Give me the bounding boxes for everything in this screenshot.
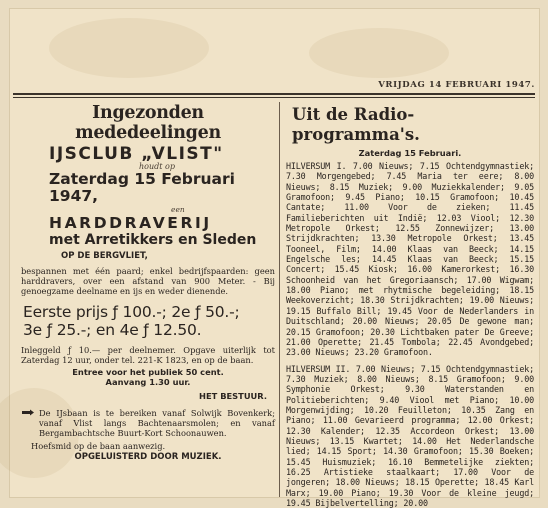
advert-column [21, 103, 275, 462]
directions-text: De IJsbaan is te bereiken vanaf Solwijk Bovenkerk; vanaf Vlist langs Bachtenaarsmolen; en vanaf Bergambachtsche Buurt-Kort Schoonauwen. [39, 408, 275, 439]
start-time-text: Aanvang 1.30 uur. [105, 377, 191, 388]
directions [21, 408, 275, 439]
holds-text: houdt op [139, 162, 175, 171]
radio-heading: Uit de Radio-programma's. [292, 105, 420, 144]
event-conditions: bespannen met één paard; enkel bedrijfspaarden: geen harddravers, over een afstand van 900 Meter. - Bij genoegzame deelname en ijs en weder dienende. [21, 266, 275, 297]
station-hilversum-2: HILVERSUM II. 7.00 Nieuws; 7.15 Ochtendgymnastiek; 7.30 Muziek; 8.00 Nieuws; 8.15 Gramofoon; 9.00 Symphonie Orkest; 9.30 Waterstanden en Politieberichten; 9.40 Viool met Piano; 10.00 Morgenwijding; 10.20 Feuilleton; 10.35 Zang en Piano; 11.00 Gevarieerd programma; 12.00 Orkest; 12.30 Kalender; 12.35 Accordeon Orkest; 13.00 Nieuws; 13.15 Kwartet; 14.00 Het Nederlandsche lied; 14.15 Sport; 14.30 Gramofoon; 15.30 Boeken; 15.45 Huismuziek; 16.10 Bemmetelijke ziekten; 16.25 Artistieke staalkaart; 17.00 Voor de jongeren; 18.00 Nieuws; 18.15 Operette; 18.45 Karl Marx; 19.00 Piano; 19.30 Voor de kleine jeugd; 19.45 Bijbelvertelling; 20.00 [286, 363, 534, 508]
event-location: OP DE BERGVLIET, [61, 251, 148, 261]
event-title: HARDDRAVERIJ [49, 214, 212, 232]
admission-text: Entree voor het publiek 50 cent. [72, 367, 224, 378]
prize-line-1: Eerste prijs ƒ 100.-; 2e ƒ 50.-; [23, 302, 240, 321]
pointing-hand-icon [21, 408, 35, 417]
event-subtitle: met Arretikkers en Sleden [49, 232, 257, 248]
entry-fee-text: Inleggeld ƒ 10.— per deelnemer. Opgave uiterlijk tot Zaterdag 12 uur, onder tel. 221-K 1823, en op de baan. [21, 344, 275, 365]
station-hilversum-1: HILVERSUM I. 7.00 Nieuws; 7.15 Ochtendgymnastiek; 7.30 Morgengebed; 7.45 Maria ter eere; 8.00 Nieuws; 8.15 Muziek; 9.00 Muziekkalender; 9.05 Gramofoon; 9.45 Piano; 10.15 Gramofoon; 10.45 Cantate; 11.00 Voor de zieken; 11.45 Familieberichten uit Indië; 12.03 Viool; 12.30 Metropole Orkest; 12.55 Zonnewijzer; 13.00 Strijdkrachten; 13.30 Metropole Orkest; 13.45 Tooneel, Film; 14.00 Klaas van Beeck; 14.15 Engelsche les; 14.45 Klaas van Beeck; 15.15 Concert; 15.45 Kiosk; 16.00 Kamerorkest; 16.30 Schoonheid van het Gregoriaansch; 17.00 Wigwam; 18.00 Piano; met rhytmische begeleiding; 18.15 Weekoverzicht; 18.30 Strijdkrachten; 19.00 Nieuws; 19.15 Buffalo Bill; 19.45 Voor de Nederlanders in Duitschland; 20.00 Nieuws; 20.05 De gewone man; 20.15 Gramofoon; 20.30 Lichtbaken pater De Greeve; 21.00 Operette; 21.45 Tombola; 22.45 Avondgebed; 23.00 Nieuws; 23.20 Gramofoon. [286, 161, 534, 358]
column-divider [279, 102, 280, 497]
signature: HET BESTUUR. [199, 391, 267, 402]
radio-column [286, 103, 534, 508]
advert-heading: Ingezonden mededeelingen [75, 103, 221, 143]
radio-date: Zaterdag 15 Februari. [358, 148, 462, 158]
club-name: IJSCLUB „VLIST" [49, 144, 224, 164]
newspaper-clipping [9, 8, 540, 508]
header-rule-thin [13, 97, 535, 98]
prize-line-2: 3e ƒ 25.-; en 4e ƒ 12.50. [23, 320, 202, 339]
music-text: OPGELUISTERD DOOR MUZIEK. [74, 451, 222, 462]
event-date: Zaterdag 15 Februari 1947, [49, 170, 235, 205]
farrier-text: Hoefsmid op de baan aanwezig. [31, 440, 166, 451]
dateline: VRIJDAG 14 FEBRUARI 1947. [378, 80, 535, 90]
header-rule [13, 93, 535, 95]
een-text: een [171, 205, 185, 214]
